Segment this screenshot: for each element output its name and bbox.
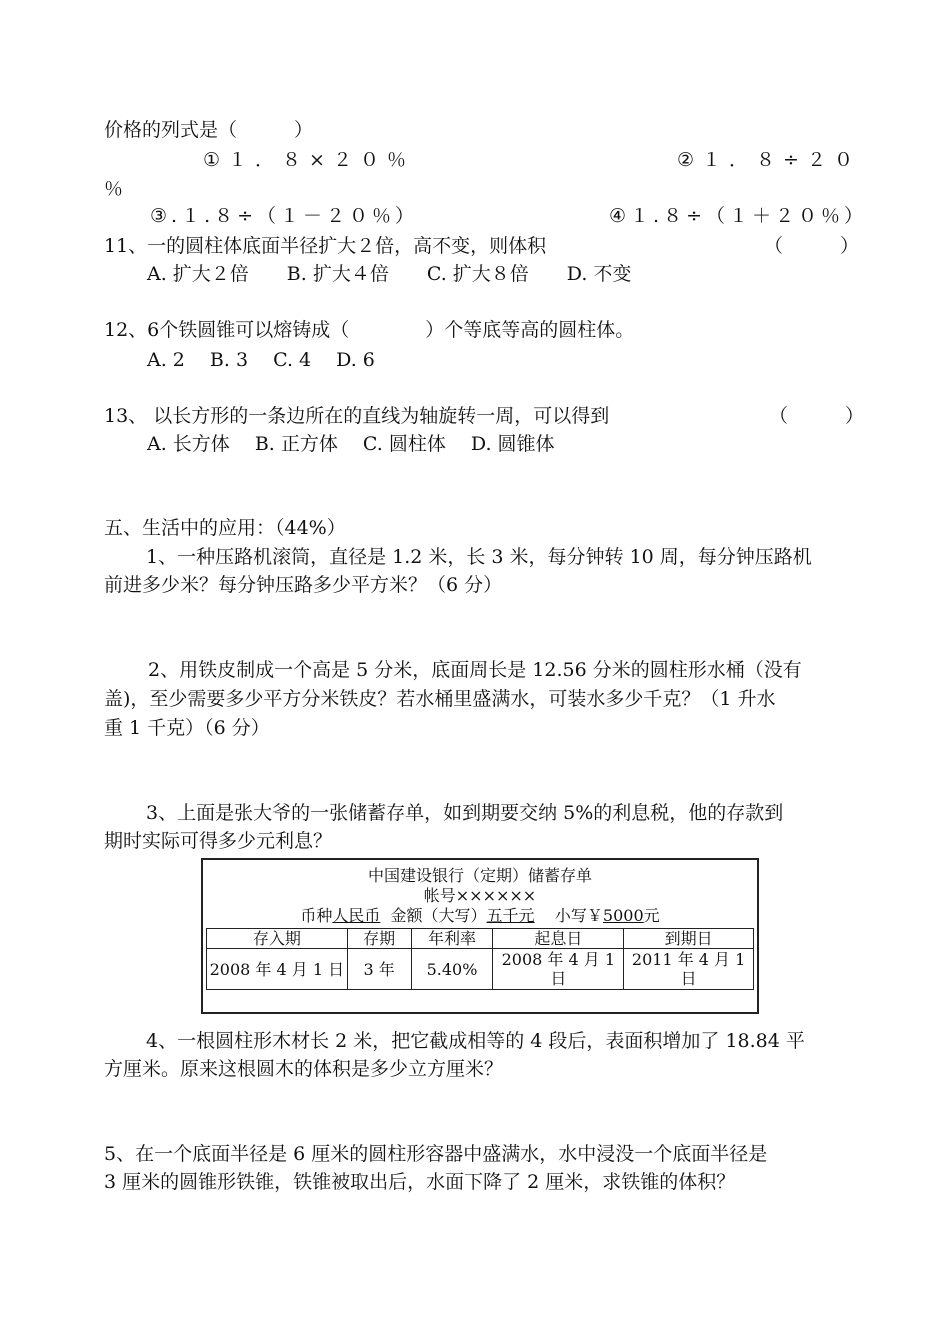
cell-maturity-date: 2011 年 4 月 1 日 (624, 949, 754, 990)
cell-term: 3 年 (347, 949, 411, 990)
amount-small-value: 5000 (602, 906, 644, 925)
problem-5-line-1: 5、在一个底面半径是 6 厘米的圆柱形容器中盛满水，水中浸没一个底面半径是 (104, 1143, 768, 1165)
problem-2-line-2: 盖)，至少需要多少平方分米铁皮？若水桶里盛满水，可装水多少千克？（1 升水 (104, 688, 776, 710)
q10-option-2: ②１．８÷２０ (677, 149, 861, 171)
q13-stem: 13、 以长方形的一条边所在的直线为轴旋转一周，可以得到 (104, 405, 610, 427)
q13-answer-paren: （ ） (769, 405, 865, 427)
problem-5-line-2: 3 厘米的圆锥形铁锥，铁锥被取出后，水面下降了 2 厘米，求铁锥的体积？ (104, 1171, 736, 1193)
header-maturity-date: 到期日 (624, 929, 754, 949)
cell-annual-rate: 5.40% (411, 949, 493, 990)
deposit-slip-title: 中国建设银行（定期）储蓄存单 (367, 866, 592, 885)
problem-2-line-1: 2、用铁皮制成一个高是 5 分米，底面周长是 12.56 分米的圆柱形水桶（没有 (148, 659, 802, 681)
header-interest-start: 起息日 (493, 929, 624, 949)
q10-stem: 价格的列式是（ ） (104, 119, 314, 141)
amount-upper-label: 金额（大写） (390, 906, 487, 925)
q10-option-1: ①１．８×２０％ (203, 149, 414, 171)
problem-3-line-1: 3、上面是张大爷的一张储蓄存单，如到期要交纳 5%的利息税，他的存款到 (146, 802, 784, 824)
deposit-table (206, 928, 754, 990)
q10-option-4: ④１.８÷（１＋２０％） (609, 205, 867, 227)
deposit-slip (201, 858, 759, 1014)
amount-upper-value: 五千元 (486, 906, 535, 925)
q11-answer-paren: （ ） (764, 235, 860, 257)
q11-options: A. 扩大２倍 B. 扩大４倍 C. 扩大８倍 D. 不变 (147, 263, 632, 285)
deposit-slip-account: 帐号×××××× (423, 886, 537, 905)
cell-deposit-date: 2008 年 4 月 1 日 (207, 949, 348, 990)
problem-4-line-2: 方厘米。原来这根圆木的体积是多少立方厘米？ (104, 1058, 504, 1080)
table-row (207, 949, 754, 990)
cell-interest-start: 2008 年 4 月 1 日 (493, 949, 624, 990)
header-deposit-date: 存入期 (207, 929, 348, 949)
problem-3-line-2: 期时实际可得多少元利息？ (104, 830, 333, 852)
currency-value: 人民币 (332, 906, 381, 925)
problem-1-line-1: 1、一种压路机滚筒，直径是 1.2 米，长 3 米，每分钟转 10 周，每分钟压路机 (146, 546, 812, 568)
problem-2-line-3: 重 1 千克）（6 分） (104, 717, 270, 739)
amount-small-label: 小写￥ (554, 906, 603, 925)
q12-options: A. 2 B. 3 C. 4 D. 6 (147, 349, 375, 371)
q12-stem: 12、6个铁圆锥可以熔铸成（ ）个等底等高的圆柱体。 (104, 319, 635, 341)
q13-options: A. 长方体 B. 正方体 C. 圆柱体 D. 圆锥体 (147, 433, 555, 455)
header-term: 存期 (347, 929, 411, 949)
header-annual-rate: 年利率 (411, 929, 493, 949)
deposit-slip-amount-line (203, 906, 757, 926)
problem-1-line-2: 前进多少米？每分钟压路多少平方米？（6 分） (104, 574, 503, 596)
q10-option-3: ③.１.８÷（１－２０％） (150, 205, 419, 227)
section-title: 五、生活中的应用：（44%） (104, 517, 346, 539)
problem-4-line-1: 4、一根圆柱形木材长 2 米，把它截成相等的 4 段后，表面积增加了 18.84 平 (146, 1030, 805, 1052)
q10-option-2-wrap: ％ (104, 178, 124, 200)
currency-label: 币种 (300, 906, 333, 925)
q11-stem: 11、一的圆柱体底面半径扩大２倍，高不变，则体积 (104, 235, 547, 257)
yuan-unit: 元 (643, 906, 660, 925)
deposit-table-header (207, 929, 754, 949)
